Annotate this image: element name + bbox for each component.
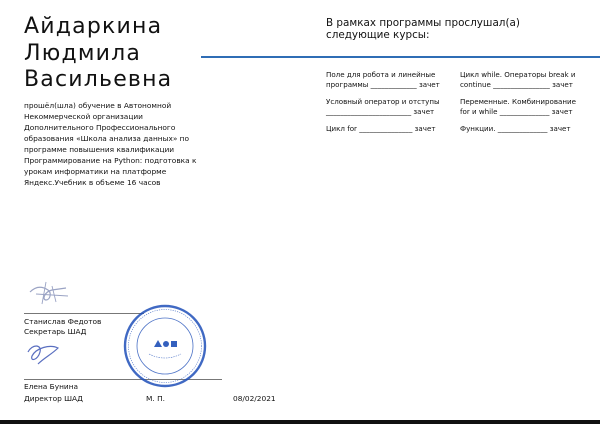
course-item-5-title: Переменные. Комбинирование — [460, 97, 576, 106]
course-item-4-result: continue ________________ зачет — [460, 80, 573, 89]
course-item-5-result: for и while ______________ зачет — [460, 107, 573, 116]
course-item-2-title: Условный оператор и отступы — [326, 97, 440, 106]
header-rule — [201, 56, 600, 58]
course-item-3-title: Цикл for _______________ зачет — [326, 124, 436, 133]
official-stamp — [123, 304, 207, 388]
issue-date: 08/02/2021 — [233, 394, 276, 403]
course-item-2 — [326, 97, 440, 117]
course-item-3 — [326, 124, 435, 134]
course-item-4-title: Цикл while. Операторы break и — [460, 70, 576, 79]
course-item-1-result: программы _____________ зачет — [326, 80, 440, 89]
secretary-name: Станислав Федотов — [24, 317, 102, 326]
courses-heading: В рамках программы прослушал(а) следующие курсы: — [326, 17, 520, 41]
footer-bar — [0, 420, 600, 424]
seal-placeholder-label: М. П. — [146, 394, 165, 403]
course-item-1-title: Поле для робота и линейные — [326, 70, 436, 79]
recipient-first-name: Людмила — [24, 41, 142, 66]
course-item-2-result: ________________________ зачет — [326, 107, 435, 116]
course-item-1 — [326, 70, 440, 90]
signature-director — [24, 340, 68, 366]
recipient-patronymic: Васильевна — [24, 67, 173, 92]
course-item-6-title: Функции. ______________ зачет — [460, 124, 571, 133]
course-item-5 — [460, 97, 576, 117]
recipient-last-name: Айдаркина — [24, 14, 163, 39]
signature-secretary — [22, 278, 82, 308]
director-name: Елена Бунина — [24, 382, 79, 391]
completion-statement: прошёл(шла) обучение в Автономной Некоммерческой организации Дополнительного Профессионального образования «Школа анализа данных» по программе повышения квалификации Программирование на Python: подготовка к урокам информатики на платформе Яндекс.Учебник в объеме 16 часов — [24, 101, 197, 187]
director-role: Директор ШАД — [24, 394, 83, 403]
course-item-4 — [460, 70, 576, 90]
secretary-role: Секретарь ШАД — [24, 327, 87, 336]
course-item-6 — [460, 124, 571, 134]
